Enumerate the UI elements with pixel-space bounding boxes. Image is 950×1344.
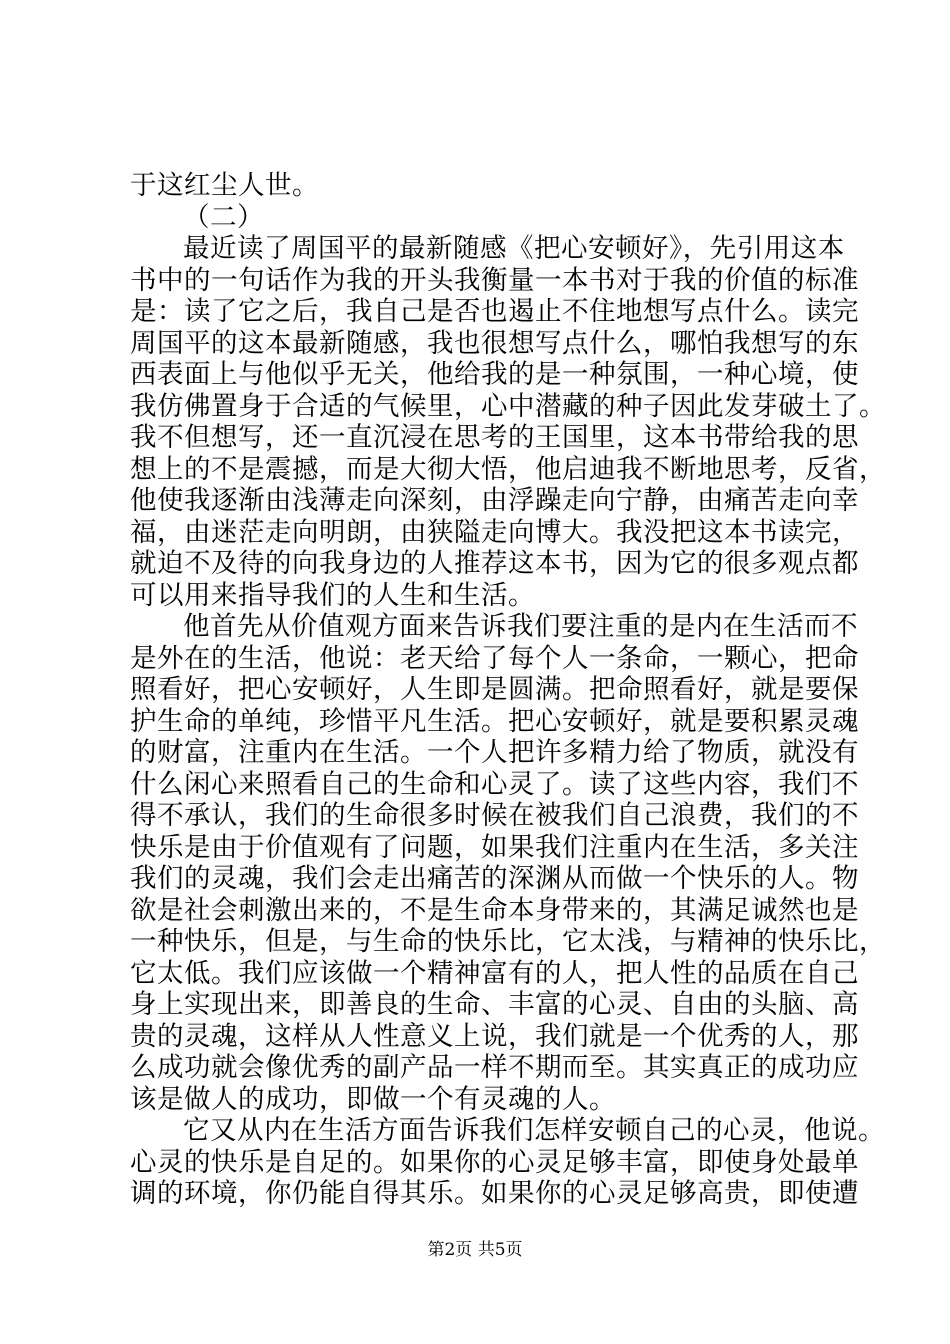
text-line: 他使我逐渐由浅薄走向深刻，由浮躁走向宁静，由痛苦走向幸 — [130, 485, 859, 516]
text-line: 最近读了周国平的最新随感《把心安顿好》，先引用这本 — [183, 233, 845, 264]
text-line: 是外在的生活，他说：老天给了每个人一条命，一颗心，把命 — [130, 642, 859, 674]
text-line: 我不但想写，还一直沉浸在思考的王国里，这本书带给我的思 — [130, 422, 859, 453]
text-line: （二） — [183, 201, 264, 233]
text-line: 周国平的这本最新随感，我也很想写点什么，哪怕我想写的东 — [130, 327, 859, 359]
document-body — [130, 170, 886, 1210]
text-line: 福，由迷茫走向明朗，由狭隘走向博大。我没把这本书读完， — [130, 516, 859, 548]
text-line: 是：读了它之后，我自己是否也遏止不住地想写点什么。读完 — [130, 296, 859, 327]
text-line: 一种快乐，但是，与生命的快乐比，它太浅，与精神的快乐比， — [130, 926, 886, 957]
text-line: 西表面上与他似乎无关，他给我的是一种氛围，一种心境，使 — [130, 359, 859, 390]
text-line: 书中的一句话作为我的开头我衡量一本书对于我的价值的标准 — [130, 264, 859, 296]
text-line: 该是做人的成功，即做一个有灵魂的人。 — [130, 1083, 616, 1115]
text-line: 就迫不及待的向我身边的人推荐这本书，因为它的很多观点都 — [130, 548, 859, 579]
text-line: 可以用来指导我们的人生和生活。 — [130, 579, 535, 611]
text-line: 贵的灵魂，这样从人性意义上说，我们就是一个优秀的人，那 — [130, 1020, 859, 1052]
text-line: 得不承认，我们的生命很多时候在被我们自己浪费，我们的不 — [130, 800, 859, 831]
text-line: 快乐是由于价值观有了问题，如果我们注重内在生活，多关注 — [130, 831, 859, 863]
text-line: 我们的灵魂，我们会走出痛苦的深渊从而做一个快乐的人。物 — [130, 863, 859, 894]
text-line: 身上实现出来，即善良的生命、丰富的心灵、自由的头脑、高 — [130, 989, 859, 1020]
text-line: 我仿佛置身于合适的气候里，心中潜藏的种子因此发芽破土了。 — [130, 390, 886, 422]
page-footer: 第2页 共5页 — [427, 1240, 523, 1260]
text-line: 什么闲心来照看自己的生命和心灵了。读了这些内容，我们不 — [130, 768, 859, 800]
text-line: 的财富，注重内在生活。一个人把许多精力给了物质，就没有 — [130, 737, 859, 768]
text-line: 它又从内在生活方面告诉我们怎样安顿自己的心灵，他说。 — [183, 1115, 885, 1146]
text-line: 想上的不是震撼，而是大彻大悟，他启迪我不断地思考，反省， — [130, 453, 886, 485]
text-line: 欲是社会刺激出来的，不是生命本身带来的，其满足诚然也是 — [130, 894, 859, 926]
text-line: 护生命的单纯，珍惜平凡生活。把心安顿好，就是要积累灵魂 — [130, 705, 859, 737]
text-line: 它太低。我们应该做一个精神富有的人，把人性的品质在自己 — [130, 957, 859, 989]
text-line: 调的环境，你仍能自得其乐。如果你的心灵足够高贵，即使遭 — [130, 1178, 859, 1209]
text-line: 他首先从价值观方面来告诉我们要注重的是内在生活而不 — [183, 611, 858, 642]
text-line: 心灵的快乐是自足的。如果你的心灵足够丰富，即使身处最单 — [130, 1146, 859, 1178]
text-line: 照看好，把心安顿好，人生即是圆满。把命照看好，就是要保 — [130, 674, 859, 705]
text-line: 么成功就会像优秀的副产品一样不期而至。其实真正的成功应 — [130, 1052, 859, 1083]
text-line: 于这红尘人世。 — [130, 170, 319, 201]
